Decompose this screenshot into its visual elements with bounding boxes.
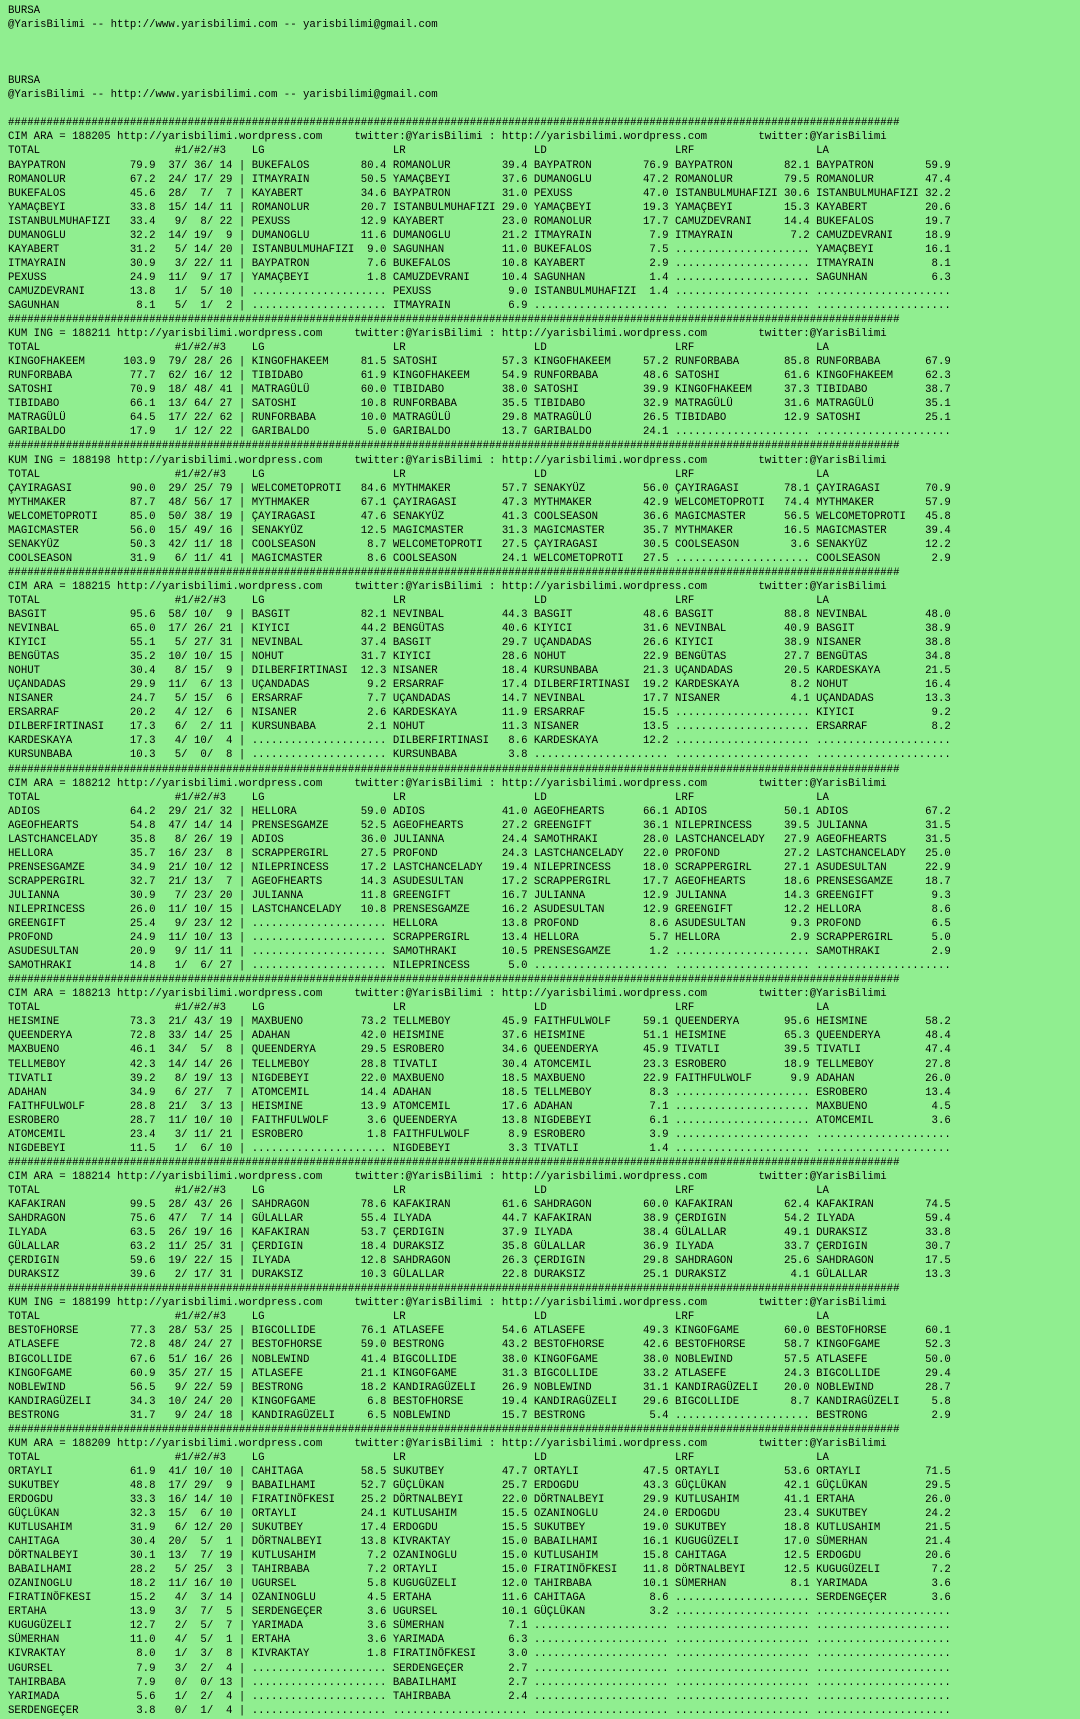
table-row: ESROBERO 28.7 11/ 10/ 10 | FAITHFULWOLF 3.6 QUEENDERYA 13.8 NIGDEBEYI 6.1 ..................... ATOMCEMIL 3.6 [8, 1114, 951, 1127]
table-row: TIBIDABO 66.1 13/ 64/ 27 | SATOSHI 10.8 RUNFORBABA 35.5 TIBIDABO 32.9 MATRAGÜLÜ 31.6 MATRAGÜLÜ 35.1 [8, 398, 951, 411]
text-line: @YarisBilimi -- http://www.yarisbilimi.com -- yarisbilimi@gmail.com [8, 19, 438, 32]
race-header-line: CIM ARA = 188213 http://yarisbilimi.wordpress.com twitter:@YarisBilimi : http://yarisbilimi.wordpress.com twitter:@YarisBilimi [8, 988, 887, 1001]
table-row: KIYICI 55.1 5/ 27/ 31 | NEVINBAL 37.4 BASGIT 29.7 UÇANDADAS 26.6 KIYICI 38.9 NISANER 38.8 [8, 637, 951, 650]
blank-line [8, 32, 1080, 46]
column-header-line: TOTAL #1/#2/#3 LG LR LD LRF LA [8, 1451, 829, 1464]
table-row: SAGUNHAN 8.1 5/ 1/ 2 | ..................... ITMAYRAIN 6.9 ..................... ..................... ..................... [8, 299, 951, 312]
table-row: FAITHFULWOLF 28.8 21/ 3/ 13 | HEISMINE 13.9 ATOMCEMIL 17.6 ADAHAN 7.1 ..................... MAXBUENO 4.5 [8, 1100, 951, 1113]
table-row: KINGOFHAKEEM 103.9 79/ 28/ 26 | KINGOFHAKEEM 81.5 SATOSHI 57.3 KINGOFHAKEEM 57.2 RUNFORBABA 85.8 RUNFORBABA 67.9 [8, 356, 951, 369]
blank-line [8, 46, 1080, 60]
table-row: ITMAYRAIN 30.9 3/ 22/ 11 | BAYPATRON 7.6 BUKEFALOS 10.8 KAYABERT 2.9 ..................... ITMAYRAIN 8.1 [8, 257, 951, 270]
table-row: BENGÜTAS 35.2 10/ 10/ 15 | NOHUT 31.7 KIYICI 28.6 NOHUT 22.9 BENGÜTAS 27.7 BENGÜTAS 34.8 [8, 651, 951, 664]
table-row: NIGDEBEYI 11.5 1/ 6/ 10 | ..................... NIGDEBEYI 3.3 TIVATLI 1.4 ..................... ..................... [8, 1142, 951, 1155]
table-row: KAYABERT 31.2 5/ 14/ 20 | ISTANBULMUHAFIZI 9.0 SAGUNHAN 11.0 BUKEFALOS 7.5 ..................... YAMAÇBEYI 16.1 [8, 243, 951, 256]
table-row: DILBERFIRTINASI 17.3 6/ 2/ 11 | KURSUNBABA 2.1 NOHUT 11.3 NISANER 13.5 ..................... ERSARRAF 8.2 [8, 721, 951, 734]
table-row: LASTCHANCELADY 35.8 8/ 26/ 19 | ADIOS 36.0 JULIANNA 24.4 SAMOTHRAKI 28.0 LASTCHANCELADY 27.9 AGEOFHEARTS 31.5 [8, 833, 951, 846]
table-row: GÜÇLÜKAN 32.3 15/ 6/ 10 | ORTAYLI 24.1 KUTLUSAHIM 15.5 OZANINOGLU 24.0 ERDOGDU 23.4 SUKUTBEY 24.2 [8, 1508, 951, 1521]
table-row: TIVATLI 39.2 8/ 19/ 13 | NIGDEBEYI 22.0 MAXBUENO 18.5 MAXBUENO 22.9 FAITHFULWOLF 9.9 ADAHAN 26.0 [8, 1072, 951, 1085]
race-header-line: CIM ARA = 188205 http://yarisbilimi.wordpress.com twitter:@YarisBilimi : http://yarisbilimi.wordpress.com twitter:@YarisBilimi [8, 131, 887, 144]
table-row: YARIMADA 5.6 1/ 2/ 4 | ..................... TAHIRBABA 2.4 ..................... ..................... ..................... [8, 1690, 951, 1703]
table-row: KUGUGÜZELI 12.7 2/ 5/ 7 | YARIMADA 3.6 SÜMERHAN 7.1 ..................... ..................... ..................... [8, 1620, 951, 1633]
table-row: CAHITAGA 30.4 20/ 5/ 1 | DÖRTNALBEYI 13.8 KIVRAKTAY 15.0 BABAILHAMI 16.1 KUGUGÜZELI 17.0 SÜMERHAN 21.4 [8, 1536, 951, 1549]
table-row: ÇERDIGIN 59.6 19/ 22/ 15 | ILYADA 12.8 SAHDRAGON 26.3 ÇERDIGIN 29.8 SAHDRAGON 25.6 SAHDRAGON 17.5 [8, 1255, 951, 1268]
table-row: BIGCOLLIDE 67.6 51/ 16/ 26 | NOBLEWIND 41.4 BIGCOLLIDE 38.0 KINGOFGAME 38.0 NOBLEWIND 57.5 ATLASEFE 50.0 [8, 1353, 951, 1366]
table-row: DURAKSIZ 39.6 2/ 17/ 31 | DURAKSIZ 10.3 GÜLALLAR 22.8 DURAKSIZ 25.1 DURAKSIZ 4.1 GÜLALLAR 13.3 [8, 1269, 951, 1282]
table-row: NOBLEWIND 56.5 9/ 22/ 59 | BESTRONG 18.2 KANDIRAGÜZELI 26.9 NOBLEWIND 31.1 KANDIRAGÜZELI 20.0 NOBLEWIND 28.7 [8, 1381, 951, 1394]
table-row: BESTOFHORSE 77.3 28/ 53/ 25 | BIGCOLLIDE 76.1 ATLASEFE 54.6 ATLASEFE 49.3 KINGOFGAME 60.0 BESTOFHORSE 60.1 [8, 1325, 951, 1338]
table-row: HELLORA 35.7 16/ 23/ 8 | SCRAPPERGIRL 27.5 PROFOND 24.3 LASTCHANCELADY 22.0 PROFOND 27.2 LASTCHANCELADY 25.0 [8, 847, 951, 860]
table-row: ROMANOLUR 67.2 24/ 17/ 29 | ITMAYRAIN 50.5 YAMAÇBEYI 37.6 DUMANOGLU 47.2 ROMANOLUR 79.5 ROMANOLUR 47.4 [8, 173, 951, 186]
table-row: QUEENDERYA 72.8 33/ 14/ 25 | ADAHAN 42.0 HEISMINE 37.6 HEISMINE 51.1 HEISMINE 65.3 QUEENDERYA 48.4 [8, 1030, 951, 1043]
table-row: AGEOFHEARTS 54.8 47/ 14/ 14 | PRENSESGAMZE 52.5 AGEOFHEARTS 27.2 GREENGIFT 36.1 NILEPRINCESS 39.5 JULIANNA 31.5 [8, 819, 951, 832]
separator-line: ########################################################################################################################################### [8, 1283, 900, 1296]
text-line: @YarisBilimi -- http://www.yarisbilimi.com -- yarisbilimi@gmail.com [8, 89, 438, 102]
table-row: NISANER 24.7 5/ 15/ 6 | ERSARRAF 7.7 UÇANDADAS 14.7 NEVINBAL 17.7 NISANER 4.1 UÇANDADAS 13.3 [8, 693, 951, 706]
table-row: UGURSEL 7.9 3/ 2/ 4 | ..................... SERDENGEÇER 2.7 ..................... ..................... ..................... [8, 1662, 951, 1675]
table-row: ISTANBULMUHAFIZI 33.4 9/ 8/ 22 | PEXUSS 12.9 KAYABERT 23.0 ROMANOLUR 17.7 CAMUZDEVRANI 14.4 BUKEFALOS 19.7 [8, 215, 951, 228]
separator-line: ########################################################################################################################################### [8, 974, 900, 987]
table-row: ATLASEFE 72.8 48/ 24/ 27 | BESTOFHORSE 59.0 BESTRONG 43.2 BESTOFHORSE 42.6 BESTOFHORSE 58.7 KINGOFGAME 52.3 [8, 1339, 951, 1352]
table-row: CAMUZDEVRANI 13.8 1/ 5/ 10 | ..................... PEXUSS 9.0 ISTANBULMUHAFIZI 1.4 ..................... ..................... [8, 285, 951, 298]
race-header-line: KUM ING = 188199 http://yarisbilimi.wordpress.com twitter:@YarisBilimi : http://yarisbilimi.wordpress.com twitter:@YarisBilimi [8, 1297, 887, 1310]
table-row: SAMOTHRAKI 14.8 1/ 6/ 27 | ..................... NILEPRINCESS 5.0 ..................... ..................... ..................... [8, 960, 951, 973]
table-row: MYTHMAKER 87.7 48/ 56/ 17 | MYTHMAKER 67.1 ÇAYIRAGASI 47.3 MYTHMAKER 42.9 WELCOMETOPROTI 74.4 MYTHMAKER 57.9 [8, 496, 951, 509]
race-header-line: CIM ARA = 188215 http://yarisbilimi.wordpress.com twitter:@YarisBilimi : http://yarisbilimi.wordpress.com twitter:@YarisBilimi [8, 580, 887, 593]
table-row: PEXUSS 24.9 11/ 9/ 17 | YAMAÇBEYI 1.8 CAMUZDEVRANI 10.4 SAGUNHAN 1.4 ..................... SAGUNHAN 6.3 [8, 271, 951, 284]
table-row: PRENSESGAMZE 34.9 21/ 10/ 12 | NILEPRINCESS 17.2 LASTCHANCELADY 19.4 NILEPRINCESS 18.0 SCRAPPERGIRL 27.1 ASUDESULTAN 22.9 [8, 861, 951, 874]
table-row: SERDENGEÇER 3.8 0/ 1/ 4 | ..................... ..................... ..................... ..................... ..................... [8, 1704, 951, 1717]
column-header-line: TOTAL #1/#2/#3 LG LR LD LRF LA [8, 791, 829, 804]
table-row: BABAILHAMI 28.2 5/ 25/ 3 | TAHIRBABA 7.2 ORTAYLI 15.0 FIRATINÖFKESI 11.8 DÖRTNALBEYI 12.5 KUGUGÜZELI 7.2 [8, 1564, 951, 1577]
table-row: KINGOFGAME 60.9 35/ 27/ 15 | ATLASEFE 21.1 KINGOFGAME 31.3 BIGCOLLIDE 33.2 ATLASEFE 24.3 BIGCOLLIDE 29.4 [8, 1367, 951, 1380]
table-row: UÇANDADAS 29.9 11/ 6/ 13 | UÇANDADAS 9.2 ERSARRAF 17.4 DILBERFIRTINASI 19.2 KARDESKAYA 8.2 NOHUT 16.4 [8, 679, 951, 692]
table-row: SUKUTBEY 48.8 17/ 29/ 9 | BABAILHAMI 52.7 GÜÇLÜKAN 25.7 ERDOGDU 43.3 GÜÇLÜKAN 42.1 GÜÇLÜKAN 29.5 [8, 1479, 951, 1492]
table-row: MATRAGÜLÜ 64.5 17/ 22/ 62 | RUNFORBABA 10.0 MATRAGÜLÜ 29.8 MATRAGÜLÜ 26.5 TIBIDABO 12.9 SATOSHI 25.1 [8, 412, 951, 425]
separator-line: ########################################################################################################################################### [8, 314, 900, 327]
column-header-line: TOTAL #1/#2/#3 LG LR LD LRF LA [8, 468, 829, 481]
table-row: KAFAKIRAN 99.5 28/ 43/ 26 | SAHDRAGON 78.6 KAFAKIRAN 61.6 SAHDRAGON 60.0 KAFAKIRAN 62.4 KAFAKIRAN 74.5 [8, 1198, 951, 1211]
race-header-line: KUM ING = 188198 http://yarisbilimi.wordpress.com twitter:@YarisBilimi : http://yarisbilimi.wordpress.com twitter:@YarisBilimi [8, 454, 887, 467]
table-row: BAYPATRON 79.9 37/ 36/ 14 | BUKEFALOS 80.4 ROMANOLUR 39.4 BAYPATRON 76.9 BAYPATRON 82.1 BAYPATRON 59.9 [8, 159, 951, 172]
table-row: TELLMEBOY 42.3 14/ 14/ 26 | TELLMEBOY 28.8 TIVATLI 30.4 ATOMCEMIL 23.3 ESROBERO 18.9 TELLMEBOY 27.8 [8, 1058, 951, 1071]
separator-line: ########################################################################################################################################### [8, 763, 900, 776]
blank-line [8, 60, 1080, 74]
table-row: ERTAHA 13.9 3/ 7/ 5 | SERDENGEÇER 3.6 UGURSEL 10.1 GÜÇLÜKAN 3.2 ..................... ..................... [8, 1606, 951, 1619]
table-row: BUKEFALOS 45.6 28/ 7/ 7 | KAYABERT 34.6 BAYPATRON 31.0 PEXUSS 47.0 ISTANBULMUHAFIZI 30.6 ISTANBULMUHAFIZI 32.2 [8, 187, 951, 200]
table-row: ERDOGDU 33.3 16/ 14/ 10 | FIRATINÖFKESI 25.2 DÖRTNALBEYI 22.0 DÖRTNALBEYI 29.9 KUTLUSAHIM 41.1 ERTAHA 26.0 [8, 1493, 951, 1506]
column-header-line: TOTAL #1/#2/#3 LG LR LD LRF LA [8, 1002, 829, 1015]
table-row: KIVRAKTAY 8.0 1/ 3/ 8 | KIVRAKTAY 1.8 FIRATINÖFKESI 3.0 ..................... ..................... ..................... [8, 1648, 951, 1661]
race-header-line: CIM ARA = 188214 http://yarisbilimi.wordpress.com twitter:@YarisBilimi : http://yarisbilimi.wordpress.com twitter:@YarisBilimi [8, 1170, 887, 1183]
table-row: ÇAYIRAGASI 90.0 29/ 25/ 79 | WELCOMETOPROTI 84.6 MYTHMAKER 57.7 SENAKYÜZ 56.0 ÇAYIRAGASI 78.1 ÇAYIRAGASI 70.9 [8, 482, 951, 495]
table-row: ERSARRAF 20.2 4/ 12/ 6 | NISANER 2.6 KARDESKAYA 11.9 ERSARRAF 15.5 ..................... KIYICI 9.2 [8, 707, 951, 720]
blank-line [8, 102, 1080, 116]
table-row: ASUDESULTAN 20.9 9/ 11/ 11 | ..................... SAMOTHRAKI 10.5 PRENSESGAMZE 1.2 ..................... SAMOTHRAKI 2.9 [8, 946, 951, 959]
table-row: DUMANOGLU 32.2 14/ 19/ 9 | DUMANOGLU 11.6 DUMANOGLU 21.2 ITMAYRAIN 7.9 ITMAYRAIN 7.2 CAMUZDEVRANI 18.9 [8, 229, 951, 242]
table-row: SATOSHI 70.9 18/ 48/ 41 | MATRAGÜLÜ 60.0 TIBIDABO 38.0 SATOSHI 39.9 KINGOFHAKEEM 37.3 TIBIDABO 38.7 [8, 384, 951, 397]
table-row: YAMAÇBEYI 33.8 15/ 14/ 11 | ROMANOLUR 20.7 ISTANBULMUHAFIZI 29.0 YAMAÇBEYI 19.3 YAMAÇBEYI 15.3 KAYABERT 20.6 [8, 201, 951, 214]
table-row: ORTAYLI 61.9 41/ 10/ 10 | CAHITAGA 58.5 SUKUTBEY 47.7 ORTAYLI 47.5 ORTAYLI 53.6 ORTAYLI 71.5 [8, 1465, 951, 1478]
table-row: ADIOS 64.2 29/ 21/ 32 | HELLORA 59.0 ADIOS 41.0 AGEOFHEARTS 66.1 ADIOS 50.1 ADIOS 67.2 [8, 805, 951, 818]
table-row: JULIANNA 30.9 7/ 23/ 20 | JULIANNA 11.8 GREENGIFT 16.7 JULIANNA 12.9 JULIANNA 14.3 GREENGIFT 9.3 [8, 889, 951, 902]
column-header-line: TOTAL #1/#2/#3 LG LR LD LRF LA [8, 594, 829, 607]
table-row: NEVINBAL 65.0 17/ 26/ 21 | KIYICI 44.2 BENGÜTAS 40.6 KIYICI 31.6 NEVINBAL 40.9 BASGIT 38.9 [8, 623, 951, 636]
table-row: MAGICMASTER 56.0 15/ 49/ 16 | SENAKYÜZ 12.5 MAGICMASTER 31.3 MAGICMASTER 35.7 MYTHMAKER 16.5 MAGICMASTER 39.4 [8, 524, 951, 537]
separator-line: ########################################################################################################################################### [8, 1156, 900, 1169]
table-row: MAXBUENO 46.1 34/ 5/ 8 | QUEENDERYA 29.5 ESROBERO 34.6 QUEENDERYA 45.9 TIVATLI 39.5 TIVATLI 47.4 [8, 1044, 951, 1057]
table-row: BASGIT 95.6 58/ 10/ 9 | BASGIT 82.1 NEVINBAL 44.3 BASGIT 48.6 BASGIT 88.8 NEVINBAL 48.0 [8, 609, 951, 622]
table-row: NOHUT 30.4 8/ 15/ 9 | DILBERFIRTINASI 12.3 NISANER 18.4 KURSUNBABA 21.3 UÇANDADAS 20.5 KARDESKAYA 21.5 [8, 665, 951, 678]
race-header-line: CIM ARA = 188212 http://yarisbilimi.wordpress.com twitter:@YarisBilimi : http://yarisbilimi.wordpress.com twitter:@YarisBilimi [8, 777, 887, 790]
table-row: GARIBALDO 17.9 1/ 12/ 22 | GARIBALDO 5.0 GARIBALDO 13.7 GARIBALDO 24.1 ..................... ..................... [8, 426, 951, 439]
column-header-line: TOTAL #1/#2/#3 LG LR LD LRF LA [8, 145, 829, 158]
separator-line: ########################################################################################################################################### [8, 1423, 900, 1436]
table-row: ILYADA 63.5 26/ 19/ 16 | KAFAKIRAN 53.7 ÇERDIGIN 37.9 ILYADA 38.4 GÜLALLAR 49.1 DURAKSIZ 33.8 [8, 1227, 951, 1240]
table-row: WELCOMETOPROTI 85.0 50/ 38/ 19 | ÇAYIRAGASI 47.6 SENAKYÜZ 41.3 COOLSEASON 36.6 MAGICMASTER 56.5 WELCOMETOPROTI 45.8 [8, 510, 951, 523]
text-line: BURSA [8, 75, 41, 88]
table-row: SAHDRAGON 75.6 47/ 7/ 14 | GÜLALLAR 55.4 ILYADA 44.7 KAFAKIRAN 38.9 ÇERDIGIN 54.2 ILYADA 59.4 [8, 1213, 951, 1226]
table-row: GREENGIFT 25.4 9/ 23/ 12 | ..................... HELLORA 13.8 PROFOND 8.6 ASUDESULTAN 9.3 PROFOND 6.5 [8, 918, 951, 931]
text-line: BURSA [8, 5, 41, 17]
table-row: HEISMINE 73.3 21/ 43/ 19 | MAXBUENO 73.2 TELLMEBOY 45.9 FAITHFULWOLF 59.1 QUEENDERYA 95.6 HEISMINE 58.2 [8, 1016, 951, 1029]
table-row: KANDIRAGÜZELI 34.3 10/ 24/ 20 | KINGOFGAME 6.8 BESTOFHORSE 19.4 KANDIRAGÜZELI 29.6 BIGCOLLIDE 8.7 KANDIRAGÜZELI 5.8 [8, 1395, 951, 1408]
table-row: PROFOND 24.9 11/ 10/ 13 | ..................... SCRAPPERGIRL 13.4 HELLORA 5.7 HELLORA 2.9 SCRAPPERGIRL 5.0 [8, 932, 951, 945]
table-row: DÖRTNALBEYI 30.1 13/ 7/ 19 | KUTLUSAHIM 7.2 OZANINOGLU 15.0 KUTLUSAHIM 15.8 CAHITAGA 12.5 ERDOGDU 20.6 [8, 1550, 951, 1563]
table-row: ADAHAN 34.9 6/ 27/ 7 | ATOMCEMIL 14.4 ADAHAN 18.5 TELLMEBOY 8.3 ..................... ESROBERO 13.4 [8, 1086, 951, 1099]
table-row: BESTRONG 31.7 9/ 24/ 18 | KANDIRAGÜZELI 6.5 NOBLEWIND 15.7 BESTRONG 5.4 ..................... BESTRONG 2.9 [8, 1409, 951, 1422]
table-row: RUNFORBABA 77.7 62/ 16/ 12 | TIBIDABO 61.9 KINGOFHAKEEM 54.9 RUNFORBABA 48.6 SATOSHI 61.6 KINGOFHAKEEM 62.3 [8, 370, 951, 383]
separator-line: ########################################################################################################################################### [8, 440, 900, 453]
table-row: OZANINOGLU 18.2 11/ 16/ 10 | UGURSEL 5.8 KUGUGÜZELI 12.0 TAHIRBABA 10.1 SÜMERHAN 8.1 YARIMADA 3.6 [8, 1578, 951, 1591]
table-row: KUTLUSAHIM 31.9 6/ 12/ 20 | SUKUTBEY 17.4 ERDOGDU 15.5 SUKUTBEY 19.0 SUKUTBEY 18.8 KUTLUSAHIM 21.5 [8, 1522, 951, 1535]
column-header-line: TOTAL #1/#2/#3 LG LR LD LRF LA [8, 1184, 829, 1197]
table-row: SÜMERHAN 11.0 4/ 5/ 1 | ERTAHA 3.6 YARIMADA 6.3 ..................... ..................... ..................... [8, 1634, 951, 1647]
table-row: SENAKYÜZ 50.3 42/ 11/ 18 | COOLSEASON 8.7 WELCOMETOPROTI 27.5 ÇAYIRAGASI 30.5 COOLSEASON 3.6 SENAKYÜZ 12.2 [8, 538, 951, 551]
column-header-line: TOTAL #1/#2/#3 LG LR LD LRF LA [8, 342, 829, 355]
separator-line: ########################################################################################################################################### [8, 117, 900, 130]
column-header-line: TOTAL #1/#2/#3 LG LR LD LRF LA [8, 1311, 829, 1324]
table-row: FIRATINÖFKESI 15.2 4/ 3/ 14 | OZANINOGLU 4.5 ERTAHA 11.6 CAHITAGA 8.6 ..................... SERDENGEÇER 3.6 [8, 1592, 951, 1605]
table-row: COOLSEASON 31.9 6/ 11/ 41 | MAGICMASTER 8.6 COOLSEASON 24.1 WELCOMETOPROTI 27.5 ..................... COOLSEASON 2.9 [8, 552, 951, 565]
table-row: ATOMCEMIL 23.4 3/ 11/ 21 | ESROBERO 1.8 FAITHFULWOLF 8.9 ESROBERO 3.9 ..................... ..................... [8, 1128, 951, 1141]
table-row: SCRAPPERGIRL 32.7 21/ 13/ 7 | AGEOFHEARTS 14.3 ASUDESULTAN 17.2 SCRAPPERGIRL 17.7 AGEOFHEARTS 18.6 PRENSESGAMZE 18.7 [8, 875, 951, 888]
table-row: KURSUNBABA 10.3 5/ 0/ 8 | ..................... KURSUNBABA 3.8 ..................... ..................... ..................... [8, 749, 951, 762]
race-header-line: KUM ARA = 188209 http://yarisbilimi.wordpress.com twitter:@YarisBilimi : http://yarisbilimi.wordpress.com twitter:@YarisBilimi [8, 1437, 887, 1450]
table-row: KARDESKAYA 17.3 4/ 10/ 4 | ..................... DILBERFIRTINASI 8.6 KARDESKAYA 12.2 ..................... ..................... [8, 735, 951, 748]
table-row: TAHIRBABA 7.9 0/ 0/ 13 | ..................... BABAILHAMI 2.7 ..................... ..................... ..................... [8, 1676, 951, 1689]
separator-line: ########################################################################################################################################### [8, 566, 900, 579]
table-row: GÜLALLAR 63.2 11/ 25/ 31 | ÇERDIGIN 18.4 DURAKSIZ 35.8 GÜLALLAR 36.9 ILYADA 33.7 ÇERDIGIN 30.7 [8, 1241, 951, 1254]
table-row: NILEPRINCESS 26.0 11/ 10/ 15 | LASTCHANCELADY 10.8 PRENSESGAMZE 16.2 ASUDESULTAN 12.9 GREENGIFT 12.2 HELLORA 8.6 [8, 904, 951, 916]
race-header-line: KUM ING = 188211 http://yarisbilimi.wordpress.com twitter:@YarisBilimi : http://yarisbilimi.wordpress.com twitter:@YarisBilimi [8, 328, 887, 341]
